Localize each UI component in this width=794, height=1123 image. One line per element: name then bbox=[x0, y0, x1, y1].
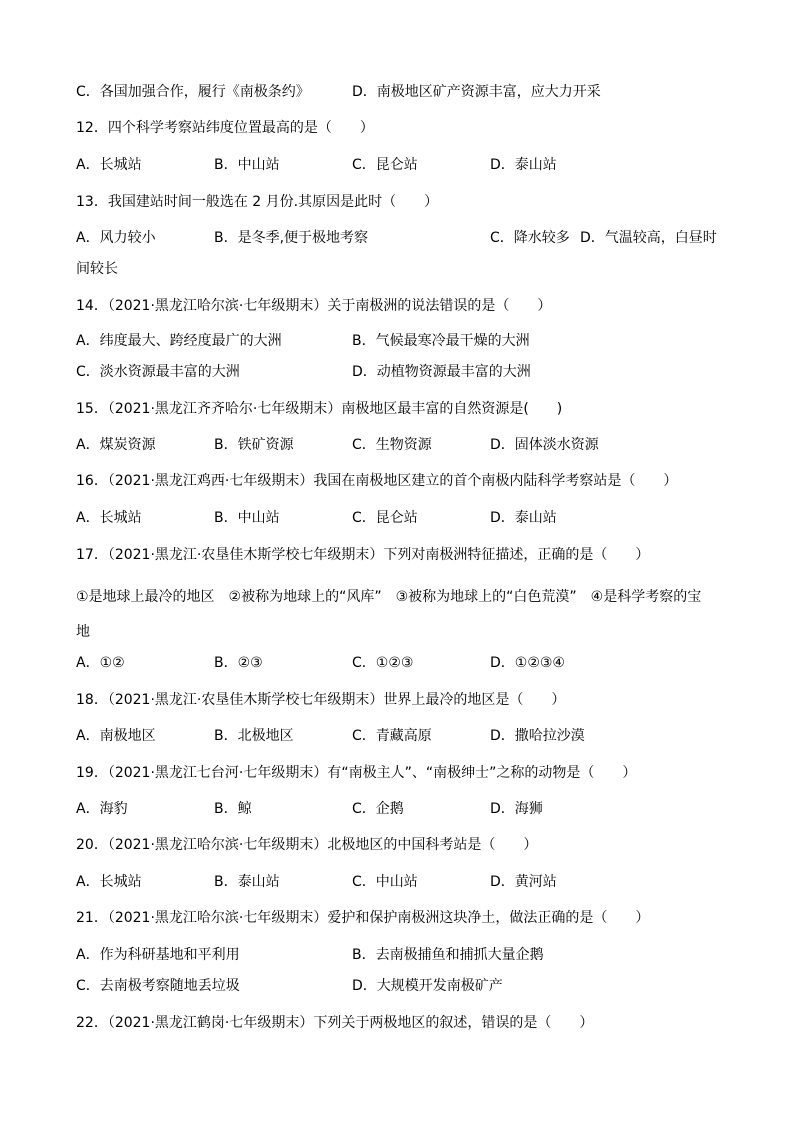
q20-option-a: A．长城站 bbox=[76, 874, 142, 890]
q13-option-d: D．气温较高，白昼时 bbox=[580, 230, 717, 246]
q12-stem: 12．四个科学考察站纬度位置最高的是（ ） bbox=[76, 120, 374, 136]
q17-statements-continuation: 地 bbox=[76, 624, 90, 640]
q16-option-d: D．泰山站 bbox=[490, 510, 557, 526]
q19-option-d: D．海狮 bbox=[490, 801, 543, 817]
q20-option-b: B．泰山站 bbox=[214, 874, 280, 890]
q16-stem: 16．（2021·黑龙江鸡西·七年级期末）我国在南极地区建立的首个南极内陆科学考察站是（ ） bbox=[76, 473, 678, 489]
q12-option-a: A．长城站 bbox=[76, 157, 142, 173]
q19-stem: 19．（2021·黑龙江七台河·七年级期末）有“南极主人”、“南极绅士”之称的动物是（ ） bbox=[76, 765, 637, 781]
q21-option-a: A．作为科研基地和平利用 bbox=[76, 947, 240, 963]
q18-option-a: A．南极地区 bbox=[76, 728, 156, 744]
q20-option-c: C．中山站 bbox=[352, 874, 418, 890]
q20-stem: 20．（2021·黑龙江哈尔滨·七年级期末）北极地区的中国科考站是（ ） bbox=[76, 837, 538, 853]
q17-stem: 17．（2021·黑龙江·农垦佳木斯学校七年级期末）下列对南极洲特征描述，正确的是（ ） bbox=[76, 547, 650, 563]
q20-option-d: D．黄河站 bbox=[490, 874, 557, 890]
q13-option-b: B．是冬季,便于极地考察 bbox=[214, 230, 369, 246]
q19-option-b: B．鲸 bbox=[214, 801, 252, 817]
q15-stem: 15．（2021·黑龙江齐齐哈尔·七年级期末）南极地区最丰富的自然资源是( ) bbox=[76, 401, 563, 417]
q16-option-a: A．长城站 bbox=[76, 510, 142, 526]
q17-option-d: D．①②③④ bbox=[490, 655, 565, 671]
q21-option-d: D．大规模开发南极矿产 bbox=[352, 978, 503, 994]
q19-option-c: C．企鹅 bbox=[352, 801, 404, 817]
q12-option-b: B．中山站 bbox=[214, 157, 280, 173]
q15-option-a: A．煤炭资源 bbox=[76, 437, 156, 453]
q16-option-c: C．昆仑站 bbox=[352, 510, 418, 526]
q15-option-c: C．生物资源 bbox=[352, 437, 432, 453]
q17-option-b: B．②③ bbox=[214, 655, 263, 671]
q14-option-d: D．动植物资源最丰富的大洲 bbox=[352, 364, 531, 380]
q18-option-c: C．青藏高原 bbox=[352, 728, 432, 744]
q13-option-c: C．降水较多 bbox=[490, 230, 570, 246]
q21-stem: 21．（2021·黑龙江哈尔滨·七年级期末）爱护和保护南极洲这块净土，做法正确的是（ ） bbox=[76, 910, 650, 926]
q11-option-d: D．南极地区矿产资源丰富，应大力开采 bbox=[352, 84, 601, 100]
q18-stem: 18．（2021·黑龙江·农垦佳木斯学校七年级期末）世界上最冷的地区是（ ） bbox=[76, 692, 566, 708]
q14-option-c: C．淡水资源最丰富的大洲 bbox=[76, 364, 240, 380]
q14-option-b: B．气候最寒冷最干燥的大洲 bbox=[352, 333, 530, 349]
q15-option-b: B．铁矿资源 bbox=[214, 437, 294, 453]
q12-option-c: C．昆仑站 bbox=[352, 157, 418, 173]
q16-option-b: B．中山站 bbox=[214, 510, 280, 526]
q12-option-d: D．泰山站 bbox=[490, 157, 557, 173]
q18-option-b: B．北极地区 bbox=[214, 728, 294, 744]
q17-option-c: C．①②③ bbox=[352, 655, 414, 671]
q21-option-c: C．去南极考察随地丢垃圾 bbox=[76, 978, 240, 994]
q17-statements: ①是地球上最冷的地区 ②被称为地球上的“风库” ③被称为地球上的“白色荒漠” ④是科学考察的宝 bbox=[76, 589, 702, 605]
q22-stem: 22．（2021·黑龙江鹤岗·七年级期末）下列关于两极地区的叙述，错误的是（ ） bbox=[76, 1015, 594, 1031]
q13-option-d-continuation: 间较长 bbox=[76, 261, 118, 277]
q17-option-a: A．①② bbox=[76, 655, 125, 671]
q18-option-d: D．撒哈拉沙漠 bbox=[490, 728, 585, 744]
q13-option-a: A．风力较小 bbox=[76, 230, 156, 246]
q14-stem: 14．（2021·黑龙江哈尔滨·七年级期末）关于南极洲的说法错误的是（ ） bbox=[76, 298, 552, 314]
q11-option-c: C．各国加强合作，履行《南极条约》 bbox=[76, 84, 310, 100]
q13-stem: 13．我国建站时间一般选在 2 月份.其原因是此时（ ） bbox=[76, 194, 439, 210]
q15-option-d: D．固体淡水资源 bbox=[490, 437, 599, 453]
q14-option-a: A．纬度最大、跨经度最广的大洲 bbox=[76, 333, 282, 349]
q21-option-b: B．去南极捕鱼和捕抓大量企鹅 bbox=[352, 947, 544, 963]
q19-option-a: A．海豹 bbox=[76, 801, 128, 817]
